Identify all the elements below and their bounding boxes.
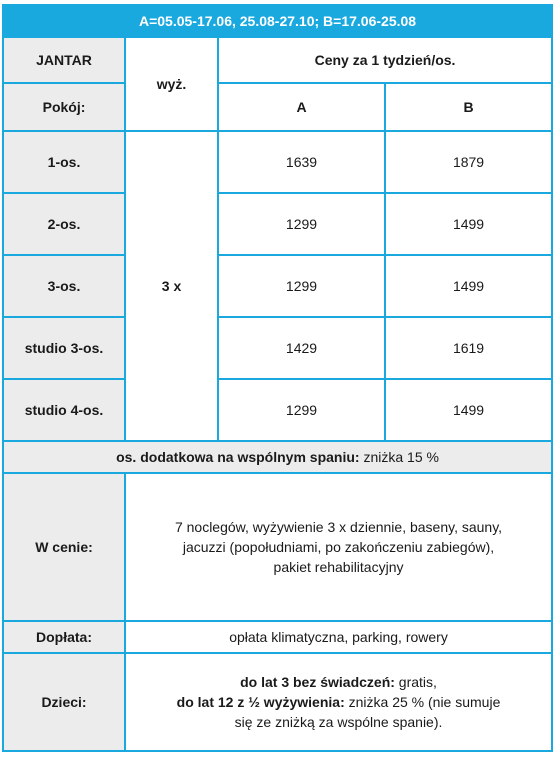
room-header: Pokój: bbox=[3, 83, 125, 131]
table-row bbox=[3, 131, 552, 193]
table-row bbox=[3, 193, 552, 255]
board-header: wyż. bbox=[125, 37, 218, 131]
children-line bbox=[126, 672, 551, 692]
hotel-name: JANTAR bbox=[3, 37, 125, 83]
room-type: 2-os. bbox=[3, 193, 125, 255]
room-type: studio 3-os. bbox=[3, 317, 125, 379]
table-row bbox=[3, 379, 552, 441]
price-b: 1879 bbox=[385, 131, 552, 193]
children-line: się ze zniżką za wspólne spanie). bbox=[234, 714, 443, 730]
price-a: 1299 bbox=[218, 379, 385, 441]
price-b: 1499 bbox=[385, 193, 552, 255]
table-row bbox=[3, 317, 552, 379]
column-b-header: B bbox=[385, 83, 552, 131]
room-type: studio 4-os. bbox=[3, 379, 125, 441]
extra-bed-value: zniżka 15 % bbox=[359, 449, 439, 465]
surcharge-value: opłata klimatyczna, parking, rowery bbox=[125, 621, 552, 653]
children-free-value: gratis, bbox=[394, 674, 437, 690]
included-line: pakiet rehabilitacyjny bbox=[273, 559, 404, 575]
children-half-board-label: do lat 12 z ½ wyżywienia: bbox=[176, 694, 345, 710]
price-a: 1299 bbox=[218, 193, 385, 255]
price-a: 1429 bbox=[218, 317, 385, 379]
table-row bbox=[3, 255, 552, 317]
extra-bed-label: os. dodatkowa na wspólnym spaniu: bbox=[116, 449, 360, 465]
included-value bbox=[125, 473, 552, 621]
room-type: 1-os. bbox=[3, 131, 125, 193]
price-b: 1499 bbox=[385, 255, 552, 317]
board-value: 3 x bbox=[125, 131, 218, 441]
price-table bbox=[2, 4, 553, 752]
price-a: 1299 bbox=[218, 255, 385, 317]
room-type: 3-os. bbox=[3, 255, 125, 317]
children-value bbox=[125, 653, 552, 751]
surcharge-label: Dopłata: bbox=[3, 621, 125, 653]
children-half-board-value: zniżka 25 % (nie sumuje bbox=[344, 694, 501, 710]
children-line bbox=[126, 692, 551, 712]
price-b: 1499 bbox=[385, 379, 552, 441]
children-free-label: do lat 3 bez świadczeń: bbox=[240, 674, 395, 690]
price-b: 1619 bbox=[385, 317, 552, 379]
price-a: 1639 bbox=[218, 131, 385, 193]
included-line: jacuzzi (popołudniami, po zakończeniu zabiegów), bbox=[182, 539, 495, 555]
children-label: Dzieci: bbox=[3, 653, 125, 751]
extra-bed-row bbox=[3, 441, 552, 473]
price-header: Ceny za 1 tydzień/os. bbox=[218, 37, 552, 83]
column-a-header: A bbox=[218, 83, 385, 131]
included-line: 7 noclegów, wyżywienie 3 x dziennie, baseny, sauny, bbox=[174, 519, 503, 535]
periods-header: A=05.05-17.06, 25.08-27.10; B=17.06-25.08 bbox=[3, 5, 552, 37]
included-label: W cenie: bbox=[3, 473, 125, 621]
